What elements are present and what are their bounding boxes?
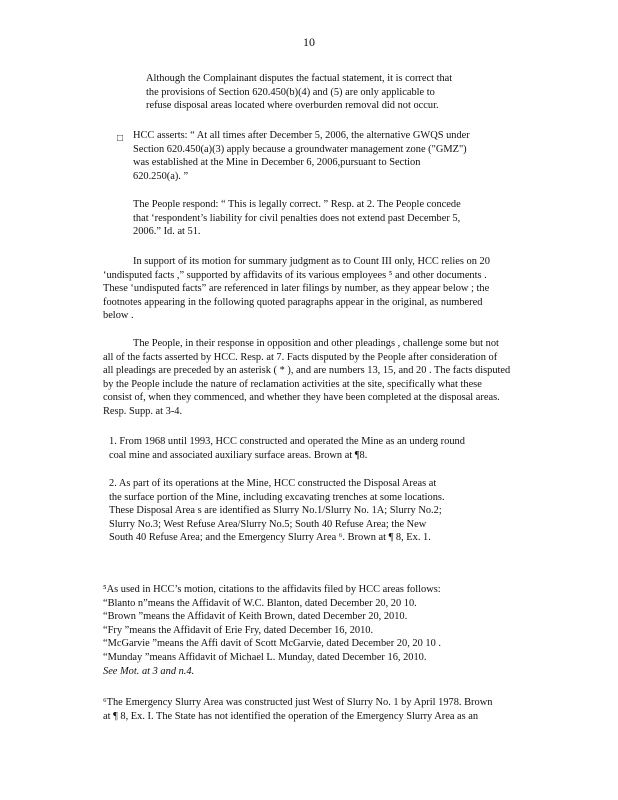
text-line: all pleadings are preceded by an asterisk ( * ), and are numbers 13, 15, and 20 . The facts disputed	[103, 365, 511, 377]
text-line: refuse disposal areas located where overburden removal did not occur.	[146, 100, 439, 112]
text-line: below .	[103, 310, 134, 322]
fact-1	[109, 435, 524, 462]
text-line: consist of, when they commenced, and whether they have been completed at the disposal areas.	[103, 392, 500, 404]
text-line: In support of its motion for summary judgment as to Count III only, HCC relies on 20	[133, 256, 490, 267]
text-line: the provisions of Section 620.450(b)(4) and (5) are only applicable to	[146, 86, 435, 98]
text-line: 2. As part of its operations at the Mine, HCC constructed the Disposal Areas at	[109, 478, 437, 489]
text-line: “Fry ”means the Affidavit of Erie Fry, dated December 16, 2010.	[103, 624, 374, 636]
text-line: all of the facts asserted by HCC. Resp. at 7. Facts disputed by the People after consideration of	[103, 351, 498, 363]
text-line: “Munday ”means Affidavit of Michael L. Munday, dated December 16, 2010.	[103, 651, 427, 663]
page-number: 10	[303, 35, 315, 49]
footnote-6	[103, 696, 518, 723]
people-respond-paragraph	[133, 198, 498, 239]
text-line: ‘undisputed facts ,” supported by affidavits of its various employees ⁵ and other documents .	[103, 269, 487, 281]
text-line: These ‘undisputed facts” are referenced in later filings by number, as they appear below ; the	[103, 283, 490, 295]
text-line: coal mine and associated auxiliary surface areas. Brown at ¶8.	[109, 449, 368, 461]
text-line: ⁵As used in HCC’s motion, citations to the affidavits filed by HCC areas follows:	[103, 584, 441, 595]
bullet-icon: □	[117, 133, 124, 144]
text-line: HCC asserts: “ At all times after December 5, 2006, the alternative GWQS under	[133, 130, 470, 141]
quote-complainant	[146, 72, 501, 113]
text-line: by the People include the nature of reclamation activities at the site, specifically what these	[103, 378, 482, 390]
support-paragraph	[103, 255, 523, 323]
text-line: The People respond: “ This is legally correct. ” Resp. at 2. The People concede	[133, 199, 461, 210]
text-line: Slurry No.3; West Refuse Area/Slurry No.5; South 40 Refuse Area; the New	[109, 518, 427, 530]
text-line: 1. From 1968 until 1993, HCC constructed and operated the Mine as an underg round	[109, 436, 465, 447]
text-line: was established at the Mine in December 6, 2006,pursuant to Section	[133, 157, 421, 169]
people-challenge-paragraph	[103, 337, 535, 419]
text-line: The People, in their response in opposition and other pleadings , challenge some but not	[133, 338, 499, 349]
text-line: Although the Complainant disputes the factual statement, it is correct that	[146, 73, 453, 84]
text-line: “Blanto n”means the Affidavit of W.C. Blanton, dated December 20, 20 10.	[103, 597, 417, 609]
text-line: that ‘respondent’s liability for civil penalties does not extend past December 5,	[133, 212, 461, 224]
text-line: 2006.” Id. at 51.	[133, 226, 201, 238]
text-line: These Disposal Area s are identified as Slurry No.1/Slurry No. 1A; Slurry No.2;	[109, 505, 442, 517]
text-line: the surface portion of the Mine, including excavating trenches at some locations.	[109, 491, 445, 503]
text-line: Resp. Supp. at 3-4.	[103, 405, 183, 417]
text-line: “Brown ”means the Affidavit of Keith Brown, dated December 20, 2010.	[103, 611, 408, 623]
text-line: footnotes appearing in the following quoted paragraphs appear in the original, as numbered	[103, 296, 483, 308]
text-line: South 40 Refuse Area; and the Emergency Slurry Area ⁶. Brown at ¶ 8, Ex. 1.	[109, 532, 431, 544]
fact-2	[109, 477, 499, 545]
text-line: 620.250(a). ”	[133, 170, 189, 182]
text-line: “McGarvie ”means the Affi davit of Scott McGarvie, dated December 20, 20 10 .	[103, 638, 441, 650]
footnote-5	[103, 583, 513, 678]
text-line: See Mot. at 3 and n.4.	[103, 665, 195, 677]
hcc-asserts-paragraph	[133, 129, 498, 183]
text-line: at ¶ 8, Ex. I. The State has not identified the operation of the Emergency Slurry Area as an	[103, 710, 479, 722]
text-line: Section 620.450(a)(3) apply because a groundwater management zone ("GMZ")	[133, 143, 467, 155]
text-line: ⁶The Emergency Slurry Area was constructed just West of Slurry No. 1 by April 1978. Brown	[103, 697, 493, 708]
